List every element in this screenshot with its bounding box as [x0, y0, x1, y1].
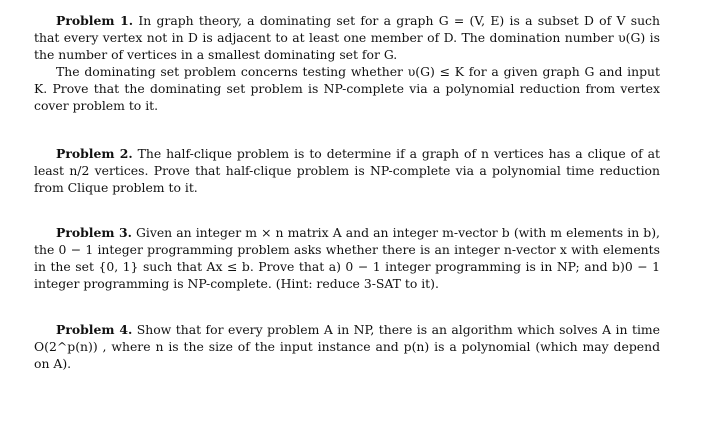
problem-4-paragraph-1 — [34, 321, 660, 372]
problem-1-text-1: In graph theory, a dominating set for a graph G = (V, E) is a subset D of V such that every vertex not in D is adjacent to at least one member of D. The domination number υ(G) is the number of vertices in a smallest dominating set for G. — [34, 13, 660, 62]
problem-3-text-1: Given an integer m × n matrix A and an integer m-vector b (with m elements in b), the 0 − 1 integer programming problem asks whether there is an integer n-vector x with elements in the set {0, 1} such that Ax ≤ b. Prove that a) 0 − 1 integer programming is in NP; and b)0 − 1 integer programming is NP-complete. (Hint: reduce 3-SAT to it). — [34, 225, 660, 291]
problem-1 — [34, 12, 660, 114]
problem-2-paragraph-1 — [34, 145, 660, 196]
problem-3 — [34, 224, 660, 292]
problem-1-paragraph-1 — [34, 12, 660, 63]
problem-1-title: Problem 1. — [56, 13, 134, 28]
problem-1-paragraph-2 — [34, 63, 660, 114]
problem-2-title: Problem 2. — [56, 146, 133, 161]
problem-4-title: Problem 4. — [56, 322, 133, 337]
problem-3-title: Problem 3. — [56, 225, 132, 240]
problem-2 — [34, 145, 660, 196]
problem-1-text-2: The dominating set problem concerns testing whether υ(G) ≤ K for a given graph G and input K. Prove that the dominating set problem is NP-complete via a polynomial reduction from vertex cover problem to it. — [34, 64, 660, 113]
problem-4-text-1: Show that for every problem A in NP, there is an algorithm which solves A in time O(2^p(n)) , where n is the size of the input instance and p(n) is a polynomial (which may depend on A). — [34, 322, 660, 371]
problem-2-text-1: The half-clique problem is to determine if a graph of n vertices has a clique of at least n/2 vertices. Prove that half-clique problem is NP-complete via a polynomial time reduction from Clique problem to it. — [34, 146, 660, 195]
problem-3-paragraph-1 — [34, 224, 660, 292]
problem-4 — [34, 321, 660, 372]
